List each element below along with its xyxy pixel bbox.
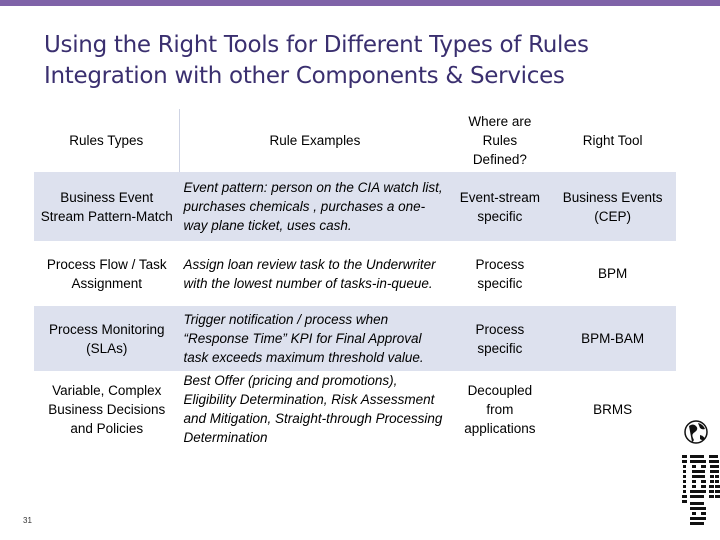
- ibm-logo: [680, 410, 720, 530]
- right-tool-cell: Business Events (CEP): [549, 172, 676, 241]
- rule-example-cell: Best Offer (pricing and promotions), Eligibility Determination, Risk Assessment and Mitigation, Straight-through Processing Determination: [183, 373, 443, 445]
- rule-type-cell: Variable, Complex Business Decisions and Policies: [48, 382, 166, 436]
- header-rule-examples: Rule Examples: [180, 109, 451, 172]
- top-accent-bar: [0, 0, 720, 6]
- where-defined-cell: Process specific: [475, 256, 525, 291]
- rule-example-cell: Assign loan review task to the Underwriter with the lowest number of tasks-in-queue.: [183, 256, 436, 291]
- slide-title: [44, 30, 684, 92]
- where-defined-cell: Decoupled from applications: [464, 382, 536, 436]
- globe-icon: [685, 421, 707, 443]
- right-tool-cell: BRMS: [593, 401, 633, 417]
- title-line-1: Using the Right Tools for Different Types of Rules: [44, 32, 589, 58]
- rule-type-cell: Business Event Stream Pattern-Match: [34, 172, 180, 241]
- title-line-2: Integration with other Components & Services: [44, 63, 565, 89]
- table-row: [34, 306, 676, 371]
- table-row: [34, 172, 676, 241]
- table-row: [34, 371, 676, 447]
- where-defined-cell: Process specific: [450, 306, 549, 371]
- slide-number: 31: [23, 516, 32, 525]
- rules-table: [34, 109, 676, 447]
- header-where-defined: Where are Rules Defined?: [450, 109, 549, 172]
- rule-example-cell: Event pattern: person on the CIA watch list, purchases chemicals , purchases a one-way plane ticket, uses cash.: [180, 172, 451, 241]
- rule-type-cell: Process Flow / Task Assignment: [46, 256, 167, 291]
- ibm-letters-icon: [682, 455, 720, 525]
- header-right-tool: Right Tool: [549, 109, 676, 172]
- rule-example-cell: Trigger notification / process when “Response Time” KPI for Final Approval task exceeds maximum threshold value.: [180, 306, 451, 371]
- where-defined-cell: Event-stream specific: [450, 172, 549, 241]
- right-tool-cell: BPM-BAM: [549, 306, 676, 371]
- header-rules-types: Rules Types: [34, 109, 180, 172]
- table-row: [34, 241, 676, 306]
- rule-type-cell: Process Monitoring (SLAs): [34, 306, 180, 371]
- table-header-row: [34, 109, 676, 172]
- right-tool-cell: BPM: [598, 266, 628, 281]
